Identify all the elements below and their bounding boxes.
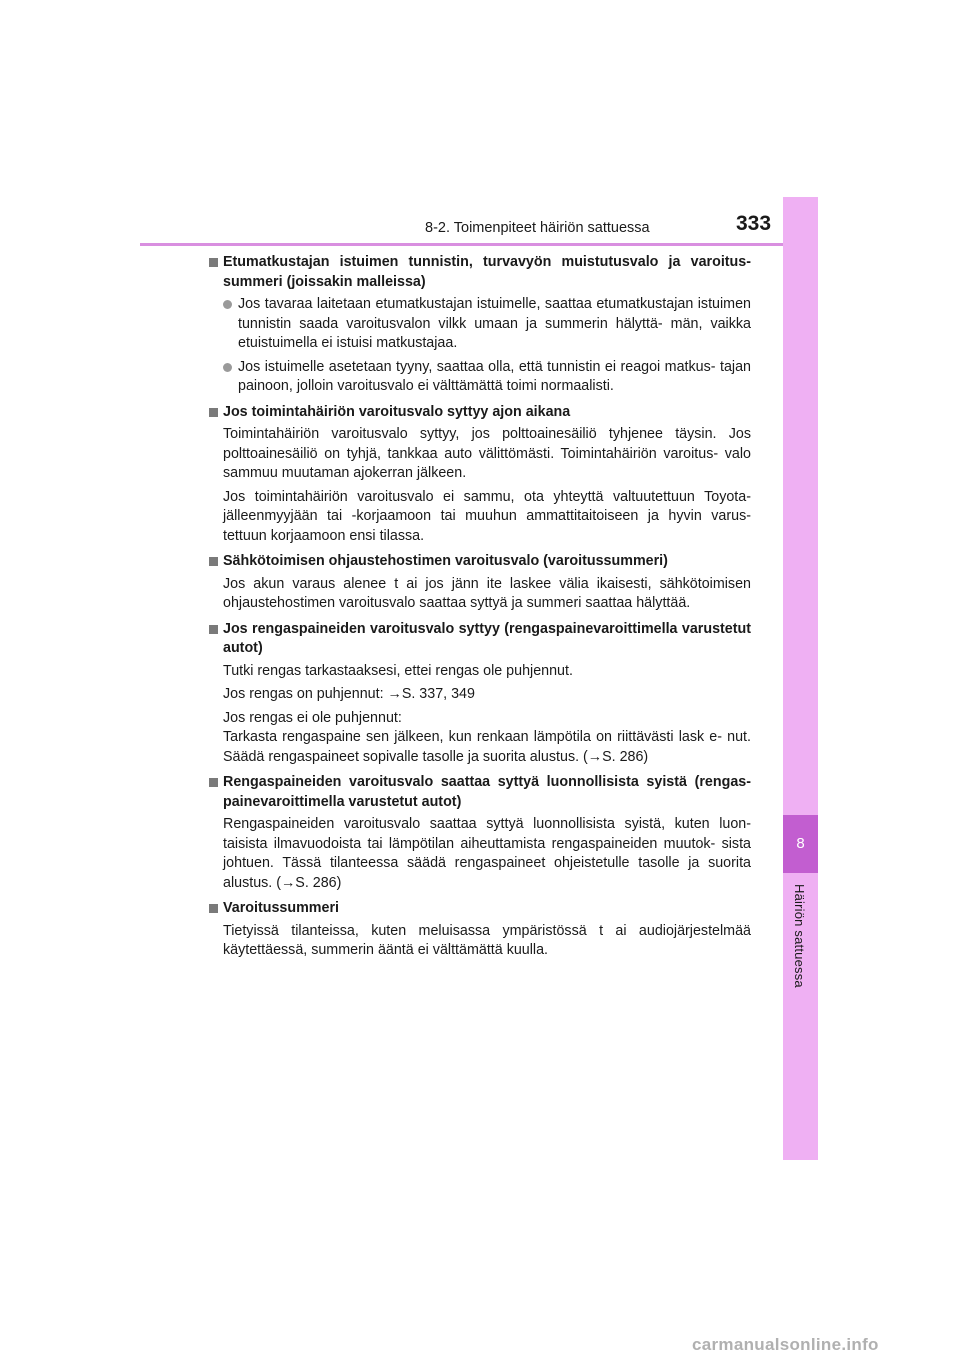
square-bullet-icon <box>209 904 218 913</box>
paragraph: Jos rengas on puhjennut: →S. 337, 349 <box>223 686 475 702</box>
paragraph: Jos akun varaus alenee t ai jos jänn ite laskee välia ikaisesti, sähkötoimisen ohjaustehostimen varoitusvalo saattaa syttyä ja summeri saattaa hälyttää. <box>223 575 751 611</box>
paragraph: Tarkasta rengaspaine sen jälkeen, kun renkaan lämpötila on riittävästi lask e- nut. Säädä rengaspaineet sopivalle tasolle ja suorita alustus. (→S. 286) <box>223 729 751 765</box>
square-bullet-icon <box>209 557 218 566</box>
bullet-item: Jos istuimelle asetetaan tyyny, saattaa olla, että tunnistin ei reagoi matkus- tajan painoon, jolloin varoitusvalo ei välttämättä toimi normaalisti. <box>209 358 751 397</box>
section-heading: Sähkötoimisen ohjaustehostimen varoitusvalo (varoitussummeri) <box>209 552 751 572</box>
header-section-title: 8-2. Toimenpiteet häiriön sattuessa <box>425 220 650 236</box>
paragraph: Jos toimintahäiriön varoitusvalo ei sammu, ota yhteyttä valtuutettuun Toyota- jälleenmyyjään tai -korjaamoon tai muuhun ammattitaitoiseen ja hyvin varus- tettuun korjaamoon ensi tilassa. <box>223 488 751 544</box>
page-number: 333 <box>736 212 772 235</box>
header-rule <box>140 243 818 246</box>
section-heading: Varoitussummeri <box>209 899 751 919</box>
watermark: carmanualsonline.info <box>692 1335 879 1354</box>
section-heading: Jos rengaspaineiden varoitusvalo syttyy (rengaspainevaroittimella varustetut autot) <box>209 620 751 659</box>
section-heading: Rengaspaineiden varoitusvalo saattaa syttyä luonnollisista syistä (rengas- painevaroittimella varustetut autot) <box>209 773 751 812</box>
paragraph: Rengaspaineiden varoitusvalo saattaa syttyä luonnollisista syistä, kuten luon- taisista ilmavuodoista tai lämpötilan aiheuttamista rengaspaineiden muutok- sista johtuen. Tässä tilanteessa säädä rengaspaineet ohjeistetulle tasolle ja suorita alustus. (→S. 286) <box>223 816 751 891</box>
circle-bullet-icon <box>223 300 232 309</box>
chapter-title-vertical: Häiriön sattuessa <box>792 884 807 988</box>
chapter-side-tab <box>783 197 818 1160</box>
square-bullet-icon <box>209 625 218 634</box>
square-bullet-icon <box>209 258 218 267</box>
section-tire-pressure-light <box>209 620 751 768</box>
circle-bullet-icon <box>223 363 232 372</box>
section-power-steering <box>209 552 751 614</box>
square-bullet-icon <box>209 778 218 787</box>
section-malfunction-light <box>209 403 751 547</box>
page-content <box>209 253 751 967</box>
paragraph: Jos rengas ei ole puhjennut: <box>223 709 402 726</box>
paragraph: Tutki rengas tarkastaaksesi, ettei rengas ole puhjennut. <box>223 662 573 679</box>
paragraph: Toimintahäiriön varoitusvalo syttyy, jos polttoainesäiliö tyhjenee täysin. Jos polttoainesäiliö on tyhjä, tankkaa auto välittömästi. Toimintahäiriön varoitus- valo sammuu muutaman ajokerran jälkeen. <box>223 426 751 481</box>
section-heading: Etumatkustajan istuimen tunnistin, turvavyön muistutusvalo ja varoitus- summeri (joissakin malleissa) <box>209 253 751 292</box>
section-tire-pressure-natural <box>209 773 751 893</box>
section-seat-sensor <box>209 253 751 397</box>
bullet-item: Jos tavaraa laitetaan etumatkustajan istuimelle, saattaa etumatkustajan istuimen tunnistin saada varoitusvalon vilkk umaan ja summerin hälyttä- män, vaikka etuistuimella ei istuisi matkustajaa. <box>209 295 751 354</box>
section-heading: Jos toimintahäiriön varoitusvalo syttyy ajon aikana <box>209 403 751 423</box>
paragraph: Tietyissä tilanteissa, kuten meluisassa ympäristössä t ai audiojärjestelmää käytettäessä, summerin ääntä ei välttämättä kuulla. <box>223 922 751 958</box>
section-warning-buzzer <box>209 899 751 961</box>
square-bullet-icon <box>209 408 218 417</box>
chapter-number-tab: 8 <box>783 815 818 873</box>
